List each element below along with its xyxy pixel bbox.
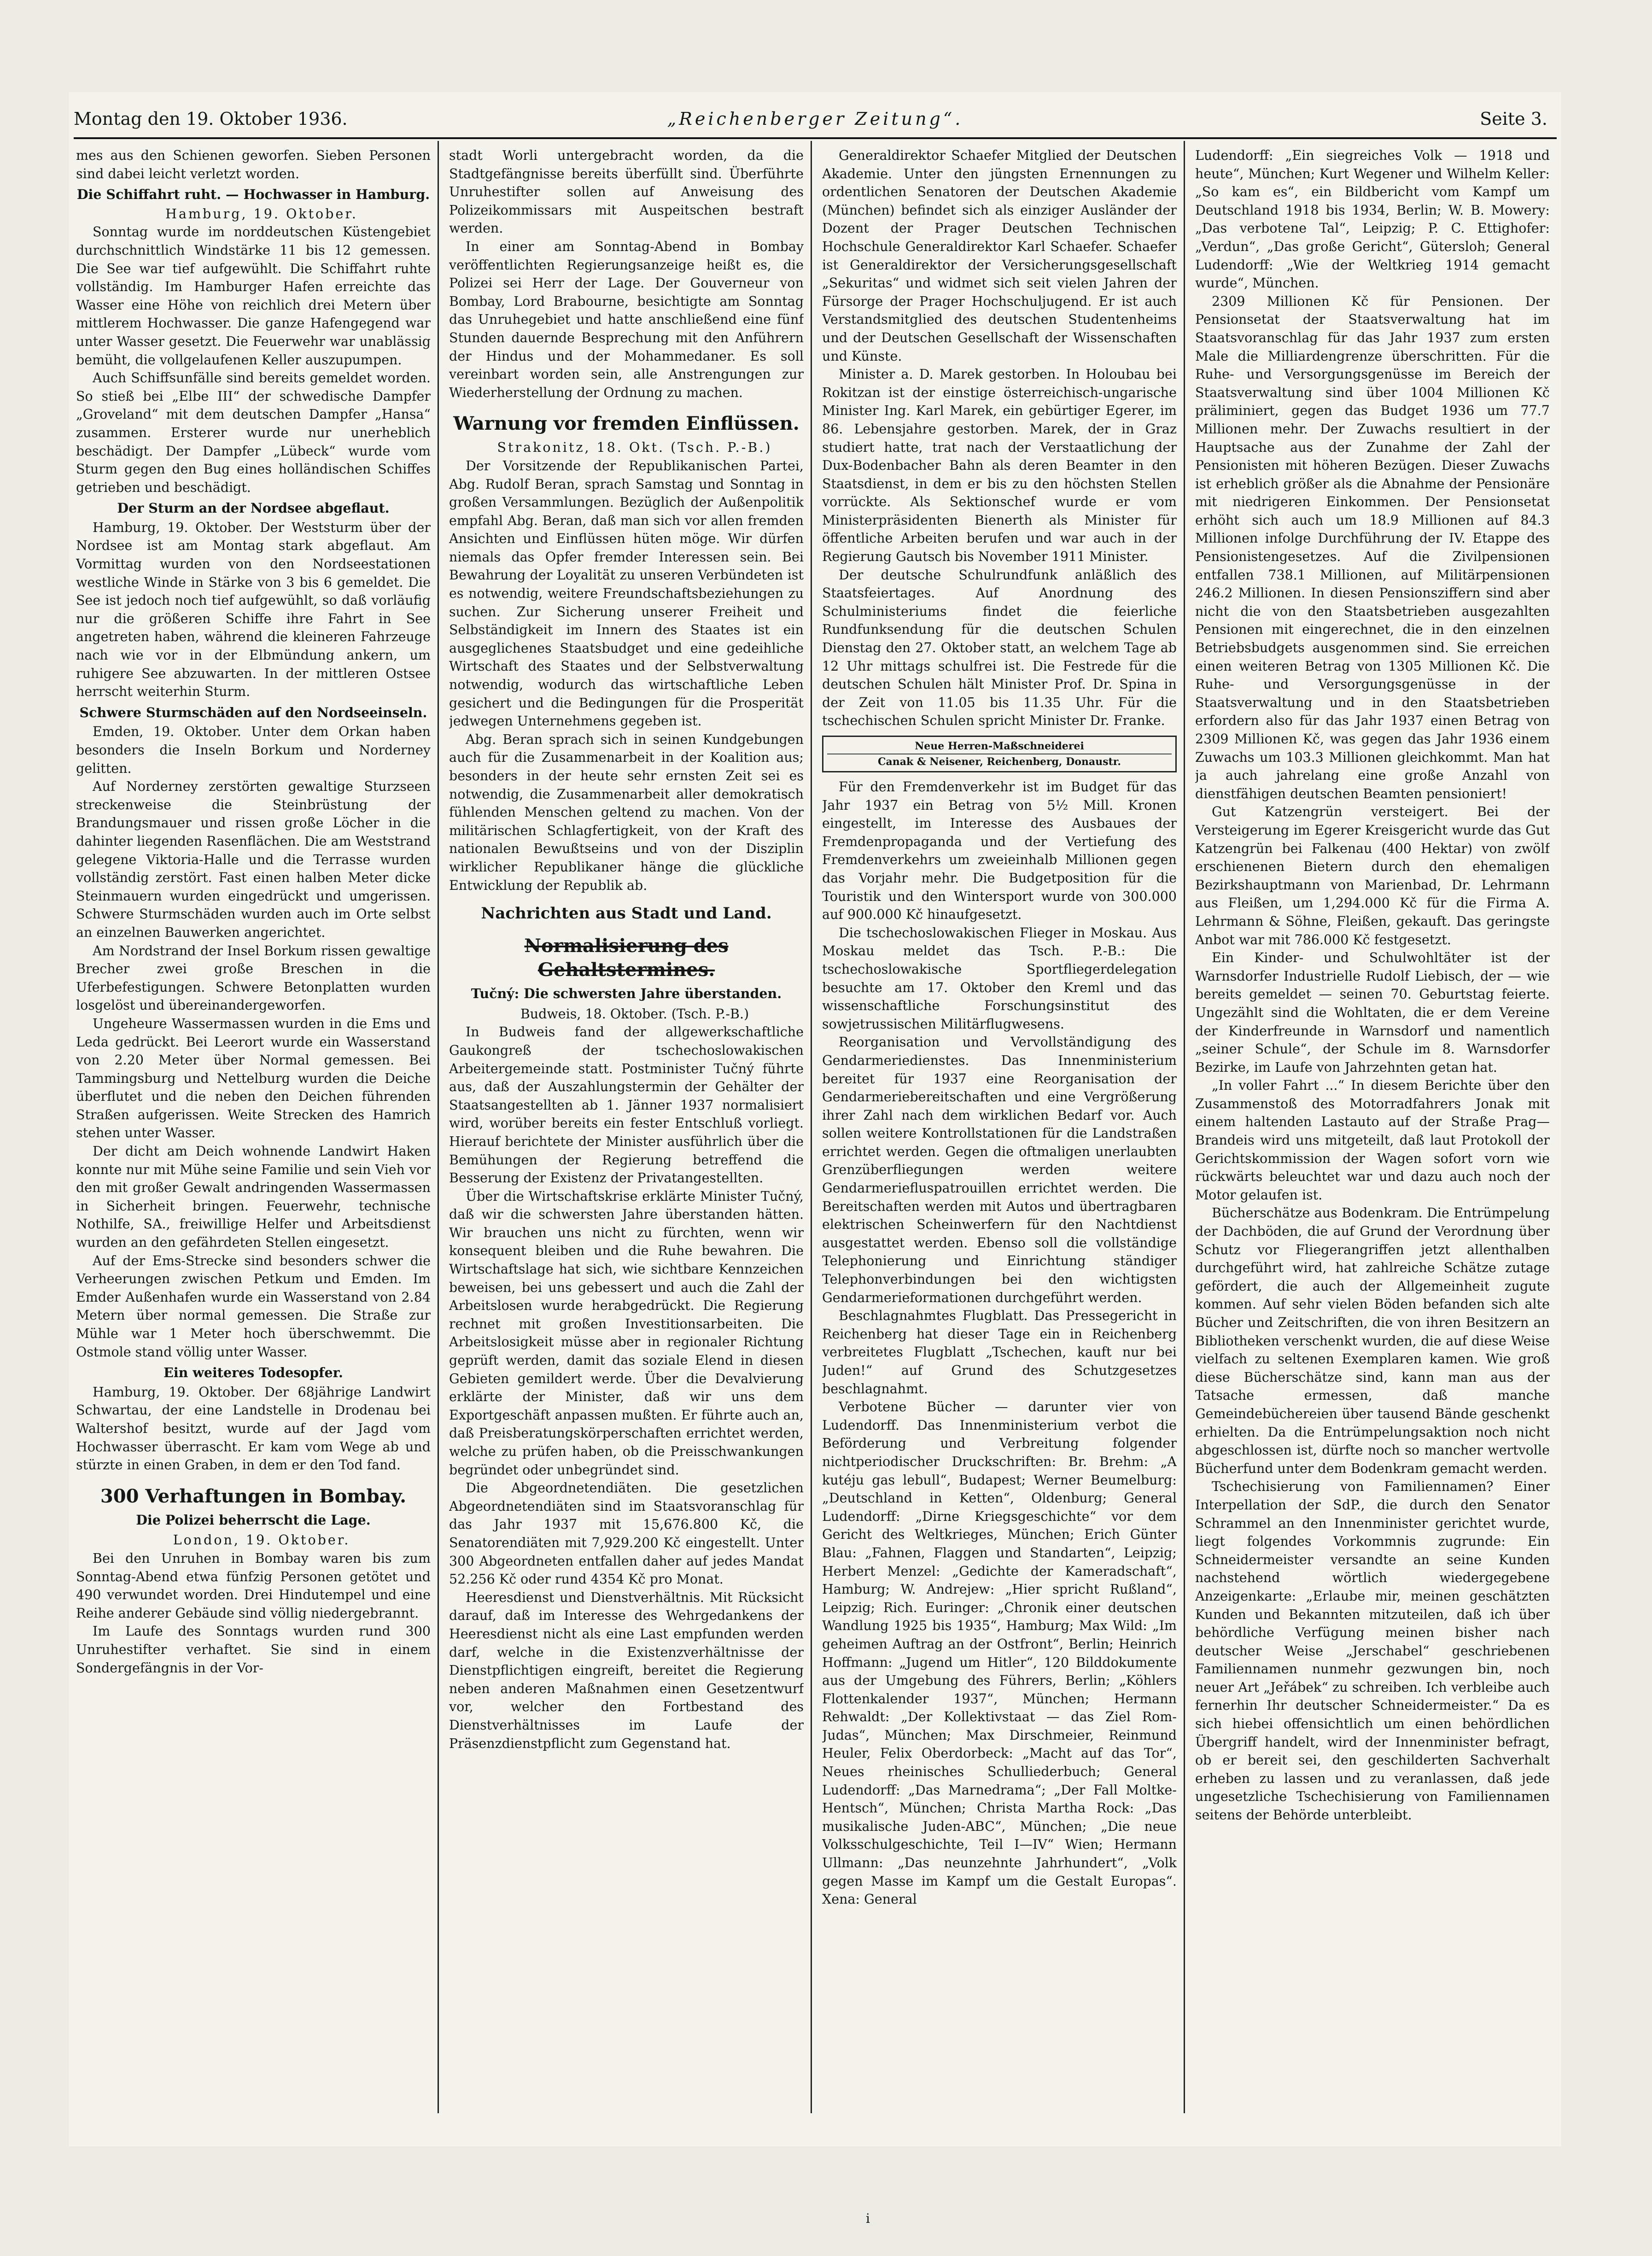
footer-mark: i	[866, 2211, 870, 2226]
dateline: London, 19. Oktober.	[173, 1532, 350, 1548]
column-2	[449, 146, 804, 2110]
headline: Warnung vor fremden Einflüssen.	[453, 413, 800, 435]
column-4	[1195, 146, 1550, 2110]
article-text: Die Abgeordnetendiäten. Die gesetzlichen Abgeordnetendiäten sind im Staatsvoranschlag für das Jahr 1937 mit 15,676.800 Kč, die Senatorendiäten mit 7,929.200 Kč eingestellt. Unter 300 Abgeordneten entfallen daher auf jedes Mandat 52.256 Kč oder rund 4354 Kč pro Monat.	[449, 1480, 804, 1587]
article-text: Im Laufe des Sonntags wurden rund 300 Unruhestifter verhaftet. Sie sind in einem Sondergefängnis in der Vor-	[76, 1624, 431, 1676]
article-text: Ein Kinder- und Schulwohltäter ist der Warnsdorfer Industrielle Rudolf Liebisch, der — wie bereits gemeldet — seinen 70. Geburtstag feierte. Ungezählt sind die Wohltaten, die er dem Vereine der Kinderfreunde in Warnsdorf und namentlich „seiner Schule“, der Schule im 8. Warnsdorfer Bezirke, im Laufe von Jahrzehnten getan hat.	[1195, 950, 1550, 1075]
article-text: Emden, 19. Oktober. Unter dem Orkan haben besonders die Inseln Borkum und Norderney gelitten.	[76, 724, 431, 776]
column-3	[822, 146, 1177, 2110]
headline: Normalisierung des Gehaltstermines.	[524, 935, 729, 981]
article-text: In Budweis fand der allgewerkschaftliche Gaukongreß der tschechoslowakischen Arbeitergemeinde statt. Postminister Tučný führte aus, daß der Auszahlungstermin der Gehälter der Staatsangestellten ab 1. Jänner 1937 normalisiert wird, worüber bereits ein fester Entschluß vorliegt. Hierauf berichtete der Minister ausführlich über die Bemühungen der Regierung betreffend die Besserung der Existenz der Privatangestellten.	[449, 1024, 804, 1186]
article-text: Heeresdienst und Dienstverhältnis. Mit Rücksicht darauf, daß im Interesse des Wehrgedankens der Heeresdienst nicht als eine Last empfunden werden darf, welche in die Existenzverhältnisse der Dienstpflichtigen eingreift, bereitet die Regierung neben anderen Maßnahmen einen Gesetzentwurf vor, welcher den Fortbestand des Dienstverhältnisses im Laufe der Präsenzdienstpflicht zum Gegenstand hat.	[449, 1590, 804, 1751]
headline: Schwere Sturmschäden auf den Nordseeinseln.	[79, 704, 427, 720]
header-date: Montag den 19. Oktober 1936.	[74, 109, 348, 129]
ad-address: Canak & Neisener, Reichenberg, Donaustr.	[877, 756, 1121, 768]
article-text: Beschlagnahmtes Flugblatt. Das Pressegericht in Reichenberg hat dieser Tage ein in Reichenberg verbreitetes Flugblatt „Tschechen, kauft nur bei Juden!“ auf Grund des Schutzgesetzes beschlagnahmt.	[822, 1308, 1177, 1397]
headline: Die Schiffahrt ruht. — Hochwasser in Hamburg.	[76, 187, 430, 203]
headline: Der Sturm an der Nordsee abgeflaut.	[117, 500, 390, 516]
article-text: Ungeheure Wassermassen wurden in die Ems und Leda gedrückt. Bei Leerort wurde ein Wasserstand von 2.20 Meter über Normal gemessen. Bei Tammingsburg und Nettelburg wurden die Deiche überflutet und die neben den Deichen führenden Straßen aufgerissen. Weite Strecken des Hamrich stehen unter Wasser.	[76, 1016, 431, 1141]
article-text: Minister a. D. Marek gestorben. In Holoubau bei Rokitzan ist der einstige österreichisch-ungarische Minister Ing. Karl Marek, ein gebürtiger Egerer, im 86. Lebensjahre gestorben. Marek, der in Graz studiert hatte, trat nach der Verstaatlichung der Dux-Bodenbacher Bahn als deren Beamter in den Staatsdienst, in dem er bis zu den höchsten Stellen vorrückte. Als Sektionschef wurde er vom Ministerpräsidenten Bienerth als Minister für öffentliche Arbeiten berufen und war auch in der Regierung Gautsch bis November 1911 Minister.	[822, 367, 1177, 565]
article-text: 2309 Millionen Kč für Pensionen. Der Pensionsetat der Staatsverwaltung hat im Staatsvoranschlag für das Jahr 1937 zum ersten Male die Milliardengrenze überschritten. Für die Ruhe- und Versorgungsgenüsse im Bereich der Staatsverwaltung sind über 1004 Millionen Kč präliminiert, gegen das Budget 1936 um 77.7 Millionen mehr. Der Zuwachs resultiert in der Hauptsache aus der Zunahme der Zahl der Pensionisten mit höheren Bezügen. Dieser Zuwachs ist erheblich größer als die Abnahme der Pensionäre mit niedrigeren Einkommen. Der Pensionsetat erhöht sich auch um 18.9 Millionen auf 84.3 Millionen infolge Durchführung der IV. Etappe des Pensionistengesetzes. Auf die Zivilpensionen entfallen 738.1 Millionen, auf Militärpensionen 246.2 Millionen. In diesen Pensionsziffern sind aber nicht die von den Staatsbetrieben ausgezahlten Pensionen mit eingerechnet, die in den einzelnen Betriebsbudgets ausgenommen sind. Sie erreichen einen weiteren Betrag von 1305 Millionen Kč. Die Ruhe- und Versorgungsgenüsse in der Staatsverwaltung und in den Staatsbetrieben erfordern also für das Jahr 1937 einen Betrag von 2309 Millionen Kč, was gegen das Jahr 1936 einem Zuwachs um 103.3 Millionen gleichkommt. Man hat ja auch jahrelang eine große Anzahl von dienstfähigen deutschen Beamten pensioniert!	[1195, 293, 1550, 801]
dateline: Budweis, 18. Oktober. (Tsch. P.-B.)	[520, 1006, 749, 1022]
article-text: Bei den Unruhen in Bombay waren bis zum Sonntag-Abend etwa fünfzig Personen getötet und 490 verwundet worden. Drei Hindutempel und eine Reihe anderer Gebäude sind völlig niedergebrannt.	[76, 1550, 431, 1621]
column-rule	[1184, 141, 1185, 2113]
page-header	[74, 105, 1557, 133]
article-text: stadt Worli untergebracht worden, da die Stadtgefängnisse bereits überfüllt sind. Überführte Unruhestifter sollen auf Anweisung des Polizeikommissars mit Auspeitschen bestraft werden.	[449, 148, 804, 236]
advertisement	[822, 736, 1177, 772]
article-text: mes aus den Schienen geworfen. Sieben Personen sind dabei leicht verletzt worden.	[76, 148, 431, 181]
section-heading: Nachrichten aus Stadt und Land.	[481, 904, 772, 923]
article-text: Tschechisierung von Familiennamen? Einer Interpellation der SdP., die durch den Senator Schrammel an den Innenminister gerichtet wurde, liegt folgendes Vorkommnis zugrunde: Ein Schneidermeister versandte an seine Kunden nachstehend wörtlich wiedergegebene Anzeigenkarte: „Erlaube mir, meinen geschätzten Kunden und Bekannten mitzuteilen, daß ich über behördliche Verfügung meinen bisher nach deutscher Weise „Jerschabel“ geschriebenen Familiennamen nunmehr gezwungen bin, noch neuer Art „Jeřábek“ zu schreiben. Ich verbleibe auch fernerhin Ihr deutscher Schneidermeister.“ Da es sich hiebei offensichtlich um einen behördlichen Übergriff handelt, wird der Innenminister befragt, ob er bereit sei, den geschilderten Sachverhalt erheben zu lassen und zu veranlassen, daß jede ungesetzliche Tschechisierung von Familiennamen seitens der Behörde unterbleibt.	[1195, 1479, 1550, 1823]
article-text: Der dicht am Deich wohnende Landwirt Haken konnte nur mit Mühe seine Familie und sein Vieh vor den mit großer Gewalt andringenden Wassermassen in Sicherheit bringen. Feuerwehr, technische Nothilfe, SA., freiwillige Helfer und Arbeitsdienst wurden an den gefährdeten Stellen eingesetzt.	[76, 1144, 431, 1251]
article-text: Auf Norderney zerstörten gewaltige Sturzseen streckenweise die Steinbrüstung der Brandungsmauer und rissen große Löcher in die dahinter liegenden Rasenflächen. Die am Weststrand gelegene Viktoria-Halle und die Terrasse wurden vollständig zerstört. Fast einen halben Meter dicke Steinmauern wurden eingedrückt und umgerissen. Schwere Sturmschäden wurden auch im Orte selbst an einzelnen Bauwerken angerichtet.	[76, 779, 431, 940]
header-rule	[74, 137, 1557, 139]
dateline: Hamburg, 19. Oktober.	[165, 206, 358, 222]
article-text: Der Vorsitzende der Republikanischen Partei, Abg. Rudolf Beran, sprach Samstag und Sonntag in großen Versammlungen. Bezüglich der Außenpolitik empfahl Abg. Beran, daß man sich vor allen fremden Ansichten und Einflüssen hüten möge. Wir dürfen niemals das Opfer fremder Interessen sein. Bei Bewahrung der Loyalität zu unseren Verbündeten ist es notwendig, weitere Freundschaftsbeziehungen zu suchen. Zur Sicherung unserer Freiheit und Selbständigkeit im Innern des Staates ist ein ausgeglichenes Staatsbudget und eine gedeihliche Wirtschaft des Staates und der Selbstverwaltung notwendig, wodurch das wirtschaftliche Leben gesichert und die Bedingungen für die Prosperität jedwegen Unternehmens gegeben ist.	[449, 458, 804, 729]
article-text: Bücherschätze aus Bodenkram. Die Entrümpelung der Dachböden, die auf Grund der Verordnung über Schutz vor Fliegerangriffen jetzt allenthalben durchgeführt wird, hat zahlreiche Schätze zutage gefördert, die auch der Allgemeinheit zugute kommen. Auf sehr vielen Böden befanden sich alte Bücher und Zeitschriften, die von ihren Besitzern an Bibliotheken verschenkt wurden, die auf diese Weise vielfach zu seltenen Exemplaren kamen. Wie groß diese Bücherschätze sind, kann man aus der Tatsache ermessen, daß manche Gemeindebüchereien über tausend Bände geschenkt erhielten. Da die Entrümpelungsaktion noch nicht abgeschlossen ist, dürfte noch so mancher wertvolle Bücherfund unter dem Bodenkram gemacht werden.	[1195, 1205, 1550, 1476]
article-text: Gut Katzengrün versteigert. Bei der Versteigerung im Egerer Kreisgericht wurde das Gut Katzengrün bei Falkenau (400 Hektar) von zwölf erschienenen Bietern durch den ehemaligen Bezirkshauptmann von Marienbad, Dr. Lehrmann aus Fleißen, um 1,294.000 Kč für die Firma A. Lehrmann & Söhne, Fleißen, gekauft. Das geringste Anbot war mit 786.000 Kč festgesetzt.	[1195, 804, 1550, 947]
article-text: Verbotene Bücher — darunter vier von Ludendorff. Das Innenministerium verbot die Beförderung und Verbreitung folgender nichtperiodischer Druckschriften: Br. Brehm: „A kutéju gas lebull“, Budapest; Werner Beumelburg: „Deutschland in Ketten“, Oldenburg; General Ludendorff: „Dirne Kriegsgeschichte“ vor dem Gericht des Weltkrieges, München; Erich Günter Blau: „Fahnen, Flaggen und Standarten“, Leipzig; Herbert Menzel: „Gedichte der Kameradschaft“, Hamburg; W. Andrejew: „Hier spricht Rußland“, Leipzig; Rich. Euringer: „Chronik einer deutschen Wandlung 1925 bis 1935“, Hamburg; Max Wild: „Im geheimen Auftrag an der Ostfront“, Berlin; Heinrich Hoffmann: „Jugend um Hitler“, 120 Bilddokumente aus der Umgebung des Führers, Berlin; „Köhlers Flottenkalender 1937“, München; Hermann Rehwaldt: „Der Kollektivstaat — das Ziel Rom-Judas“, München; Max Dirschmeier, Reinmund Heuler, Felix Oberdorbeck: „Macht auf das Tor“, Neues rheinisches Schulliederbuch; General Ludendorff: „Das Marnedrama“; „Der Fall Moltke-Hentsch“, München; Christa Martha Rock: „Das musikalische Juden-ABC“, München; „Die neue Volksschulgeschichte, Teil I—IV“ Wien; Hermann Ullmann: „Das neunzehnte Jahrhundert“, „Volk gegen Masse im Kampf um die Gestalt Europas“. Xena: General	[822, 1399, 1177, 1907]
column-rule	[438, 141, 439, 2113]
article-text: Abg. Beran sprach sich in seinen Kundgebungen auch für die Zusammenarbeit in der Koalition aus; besonders in der heute sehr ernsten Zeit sei es notwendig, die Zusammenarbeit aller demokratisch fühlenden Menschen geltend zu machen. Von der militärischen Schlagfertigkeit, von der Kraft des nationalen Bewußtseins und von der Disziplin wirklicher Republikaner hänge die glückliche Entwicklung der Republik ab.	[449, 731, 804, 893]
article-text: Generaldirektor Schaefer Mitglied der Deutschen Akademie. Unter den jüngsten Ernennungen zu ordentlichen Senatoren der Deutschen Akademie (München) befindet sich als einziger Ausländer der Dozent der Prager Deutschen Technischen Hochschule Generaldirektor Karl Schaefer. Schaefer ist Generaldirektor der Versicherungsgesellschaft „Sekuritas“ und widmet sich seit vielen Jahren der Fürsorge der Prager Hochschuljugend. Er ist auch Verstandsmitglied des deutschen Studentenheims und der Deutschen Gesellschaft der Wissenschaften und Künste.	[822, 148, 1177, 364]
article-text: Hamburg, 19. Oktober. Der Weststurm über der Nordsee ist am Montag stark abgeflaut. Am Vormittag wurden von den Nordseestationen westliche Winde in Stärke von 3 bis 6 gemeldet. Die See ist jedoch noch tief aufgewühlt, so daß vorläufig nur die größeren Schiffe ihre Fahrt in See angetreten haben, während die kleineren Fahrzeuge nach wie vor in der Elbmündung ankern, um ruhigere See abzuwarten. In der mittleren Ostsee herrscht weiterhin Sturm.	[76, 520, 431, 700]
masthead: „Reichenberger Zeitung“.	[667, 109, 963, 129]
ad-title: Neue Herren-Maßschneiderei	[827, 739, 1172, 754]
article-text: Für den Fremdenverkehr ist im Budget für das Jahr 1937 ein Betrag von 5½ Mill. Kronen eingestellt, im Interesse des Ausbaues der Fremdenpropaganda und der Vertiefung des Fremdenverkehrs um zweieinhalb Millionen gegen das Vorjahr mehr. Die Budgetposition für die Touristik und den Wintersport wurde von 300.000 auf 900.000 Kč hinaufgesetzt.	[822, 779, 1177, 923]
article-text: Sonntag wurde im norddeutschen Küstengebiet durchschnittlich Windstärke 11 bis 12 gemessen. Die See war tief aufgewühlt. Die Schiffahrt ruhte vollständig. Im Hamburger Hafen erreichte das Wasser eine Höhe von reichlich drei Metern über mittlerem Hochwasser. Die ganze Hafengegend war unter Wasser gesetzt. Die Feuerwehr war unablässig bemüht, die vollgelaufenen Keller auszupumpen.	[76, 224, 431, 368]
subheadline: Tučný: Die schwersten Jahre überstanden.	[471, 986, 782, 1002]
article-text: Hamburg, 19. Oktober. Der 68jährige Landwirt Schwartau, der eine Landstelle in Drodenau bei Waltershof besitzt, wurde auf der Jagd vom Hochwasser überrascht. Er kam vom Wege ab und stürzte in einen Graben, in dem er den Tod fand.	[76, 1384, 431, 1473]
article-text: Ludendorff: „Ein siegreiches Volk — 1918 und heute“, München; Kurt Wegener und Wilhelm Keller: „So kam es“, ein Bildbericht vom Kampf um Deutschland 1918 bis 1934, Berlin; W. B. Mowery: „Das verbotene Tal“, Leipzig; P. C. Ettighofer: „Verdun“, „Das große Gericht“, Gütersloh; General Ludendorff: „Wie der Weltkrieg 1914 gemacht wurde“, München.	[1195, 148, 1550, 291]
column-1	[76, 146, 431, 2110]
column-rule	[811, 141, 812, 2113]
article-text: Über die Wirtschaftskrise erklärte Minister Tučný, daß wir die schwersten Jahre überstanden hätten. Wir brauchen uns nicht zu fürchten, wenn wir konsequent bleiben und die Ruhe bewahren. Die Wirtschaftslage hat sich, wie sichtbare Kennzeichen beweisen, bei uns gebessert und auch die Zahl der Arbeitslosen wurde herabgedrückt. Die Regierung rechnet mit großen Investitionsarbeiten. Die Arbeitslosigkeit müsse aber in regionaler Richtung geprüft werden, damit das soziale Elend in diesen Gebieten gemildert werde. Über die Devalvierung erklärte der Minister, daß wir uns dem Exportgeschäft anpassen mußten. Er führte auch an, daß Preisberatungskörperschaften errichtet werden, welche zu prüfen haben, ob die Preisschwankungen begründet oder unbegründet sind.	[449, 1188, 804, 1478]
article-text: Auch Schiffsunfälle sind bereits gemeldet worden. So stieß bei „Elbe III“ der schwedische Dampfer „Groveland“ mit dem deutschen Dampfer „Hansa“ zusammen. Ersterer wurde nur unerheblich beschädigt. Der Dampfer „Lübeck“ wurde vom Sturm gegen den Bug eines holländischen Schiffes getrieben und beschädigt.	[76, 370, 431, 495]
article-text: Auf der Ems-Strecke sind besonders schwer die Verheerungen zwischen Petkum und Emden. Im Emder Außenhafen wurde ein Wasserstand von 2.84 Metern über normal gemessen. Die Straße zur Mühle war 1 Meter hoch überschwemmt. Die Ostmole stand völlig unter Wasser.	[76, 1253, 431, 1360]
article-text: In einer am Sonntag-Abend in Bombay veröffentlichten Regierungsanzeige heißt es, die Polizei sei Herr der Lage. Der Gouverneur von Bombay, Lord Brabourne, besichtigte am Sonntag das Unruhegebiet und hatte anschließend eine fünf Stunden dauernde Besprechung mit den Anführern der Hindus und der Mohammedaner. Es soll vereinbart worden sein, alle Anstrengungen zur Wiederherstellung der Ordnung zu machen.	[449, 239, 804, 400]
subheadline: Die Polizei beherrscht die Lage.	[136, 1512, 371, 1528]
article-text: Am Nordstrand der Insel Borkum rissen gewaltige Brecher zwei große Breschen in die Uferbefestigungen. Schwere Betonplatten wurden losgelöst und übereinandergeworfen.	[76, 943, 431, 1013]
article-text: Der deutsche Schulrundfunk anläßlich des Staatsfeiertages. Auf Anordnung des Schulministeriums findet die feierliche Rundfunksendung für die deutschen Schulen Dienstag den 27. Oktober statt, an welchem Tage ab 12 Uhr mittags schulfrei ist. Die Festrede für die deutschen Schulen hält Minister Prof. Dr. Spina in der Zeit von 11.05 bis 11.35 Uhr. Für die tschechischen Schulen spricht Minister Dr. Franke.	[822, 567, 1177, 729]
article-text: Die tschechoslowakischen Flieger in Moskau. Aus Moskau meldet das Tsch. P.-B.: Die tschechoslowakische Sportfliegerdelegation besuchte am 17. Oktober den Kreml und das wissenschaftliche Forschungsinstitut des sowjetrussischen Militärflugwesens.	[822, 925, 1177, 1032]
headline: Ein weiteres Todesopfer.	[163, 1365, 343, 1381]
article-text: „In voller Fahrt ...“ In diesem Berichte über den Zusammenstoß des Motorradfahrers Jonak mit einem haltenden Lastauto auf der Straße Prag—Brandeis wird uns mitgeteilt, daß laut Protokoll der Gerichtskommission der Wagen sofort vorn wie rückwärts beleuchtet war und dazu auch noch der Motor gelaufen ist.	[1195, 1078, 1550, 1203]
dateline: Strakonitz, 18. Okt. (Tsch. P.-B.)	[497, 440, 772, 456]
headline: 300 Verhaftungen in Bombay.	[100, 1485, 407, 1507]
article-text: Reorganisation und Vervollständigung des Gendarmeriedienstes. Das Innenministerium bereitet für 1937 eine Reorganisation der Gendarmeriebereitschaften und eine Vergrößerung ihrer Zahl nach dem wirklichen Bedarf vor. Auch sollen weitere Kontrollstationen für die Landstraßen errichtet werden. Gegen die oftmaligen unerlaubten Grenzüberfliegungen werden weitere Gendarmeriefluspatrouillen errichtet werden. Die Bereitschaften werden mit Autos und übertragbaren elektrischen Scheinwerfern für den Nachtdienst ausgestattet werden. Ebenso soll die vollständige Telephonierung und Einrichtung ständiger Telephonverbindungen bei den wichtigsten Gendarmerieformationen durchgeführt werden.	[822, 1034, 1177, 1305]
page-number: Seite 3.	[1480, 109, 1547, 129]
